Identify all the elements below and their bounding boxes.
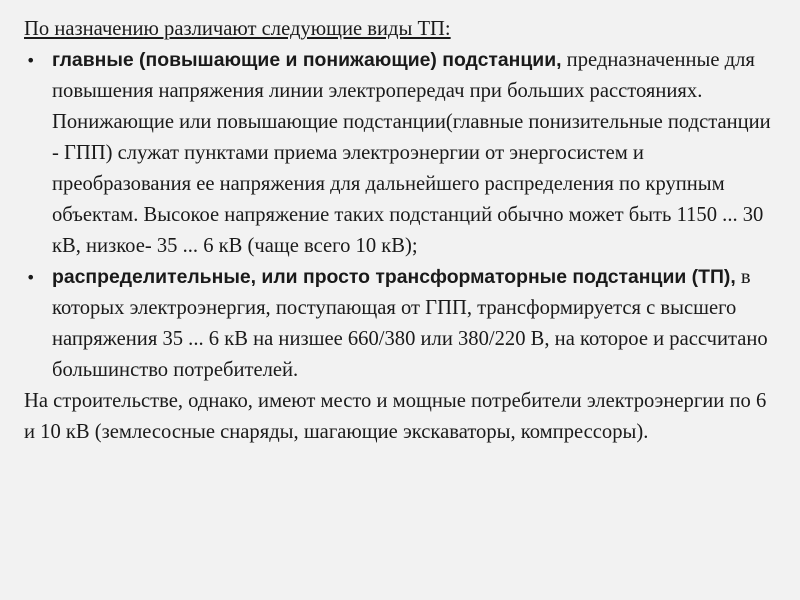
slide-heading: По назначению различают следующие виды ТП:: [24, 18, 451, 40]
term-main-substations: главные (повышающие и понижающие) подстанции,: [52, 49, 562, 71]
term-distribution-substations: распределительные, или просто трансформаторные подстанции (ТП),: [52, 266, 736, 288]
description-distribution-substations: в которых электроэнергия, поступающая от ГПП, трансформируется с высшего напряжения 35 ... 6 кВ на низшее 660/380 или 380/220 В, на которое и рассчитано большинство потребителей.: [52, 266, 768, 381]
bullet-icon: •: [26, 51, 36, 70]
list-item-distribution-substations: [24, 262, 778, 386]
bullet-icon: •: [26, 268, 36, 287]
substation-types-list: [24, 45, 778, 386]
list-item-main-substations: [24, 45, 778, 262]
closing-paragraph: На строительстве, однако, имеют место и мощные потребители электроэнергии по 6 и 10 кВ (землесосные снаряды, шагающие экскаваторы, компрессоры).: [24, 390, 767, 443]
description-main-substations: предназначенные для повышения напряжения линии электропередач при больших расстояниях. Понижающие или повышающие подстанции(главные понизительные подстанции - ГПП) служат пунктами приема электроэнергии от энергосистем и преобразования ее напряжения для дальнейшего распределения по крупным объектам. Высокое напряжение таких подстанций обычно может быть 1150 ... 30 кВ, низкое- 35 ... 6 кВ (чаще всего 10 кВ);: [52, 49, 771, 257]
